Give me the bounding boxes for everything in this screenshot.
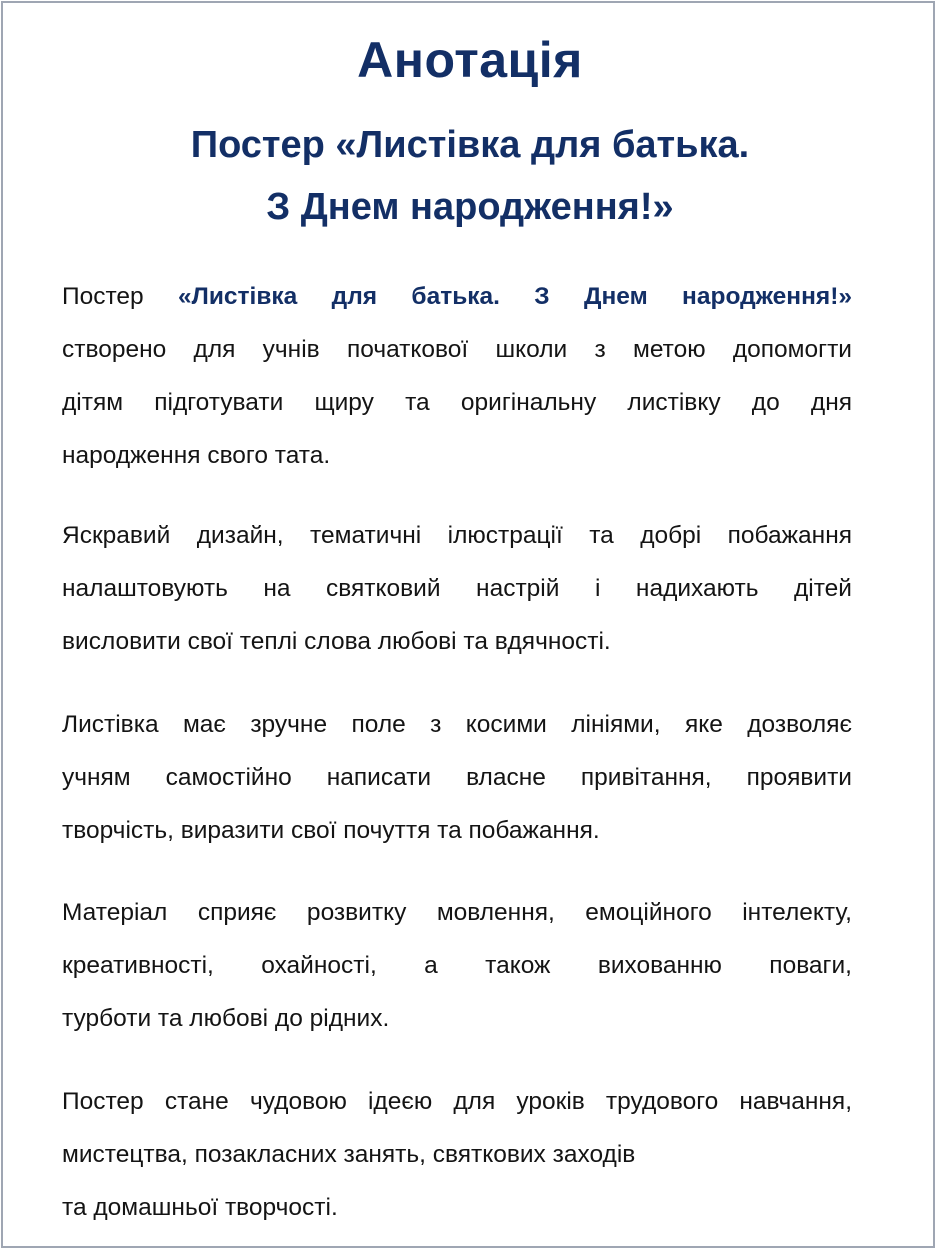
paragraph-line: та домашньої творчості. — [62, 1194, 338, 1221]
paragraph-design — [62, 509, 852, 668]
paragraph-line: турботи та любові до рідних. — [62, 1005, 390, 1032]
paragraph-line: налаштовують на святковий настрій і надихають дітей — [62, 575, 852, 602]
paragraph-line: учням самостійно написати власне привітання, проявити — [62, 764, 852, 791]
subtitle-line-2: З Днем народження!» — [266, 186, 674, 228]
paragraph-line: народження свого тата. — [62, 442, 331, 469]
paragraph-card-field — [62, 698, 852, 857]
paragraph-line: творчість, виразити свої почуття та побажання. — [62, 817, 600, 844]
intro-lead-text: Постер — [62, 283, 179, 310]
paragraph-line: створено для учнів початкової школи з метою допомогти — [62, 336, 852, 363]
paragraph-line: креативності, охайності, а також вихованню поваги, — [62, 952, 852, 979]
paragraph-line: Матеріал сприяє розвитку мовлення, емоційного інтелекту, — [62, 899, 852, 926]
poster-subtitle — [0, 114, 940, 238]
paragraph-line: Постер стане чудовою ідеєю для уроків трудового навчання, — [62, 1088, 852, 1115]
paragraph-line: дітям підготувати щиру та оригінальну листівку до дня — [62, 389, 852, 416]
paragraph-line — [62, 270, 852, 323]
paragraph-line: мистецтва, позакласних занять, святкових заходів — [62, 1141, 636, 1168]
page-title: Анотація — [357, 32, 583, 88]
paragraph-line: Листівка має зручне поле з косими лініями, яке дозволяє — [62, 711, 852, 738]
subtitle-line-1: Постер «Листівка для батька. — [190, 124, 750, 166]
paragraph-line: висловити свої теплі слова любові та вдячності. — [62, 628, 611, 655]
poster-name-highlight: «Листівка для батька. З Днем народження!» — [178, 283, 852, 310]
paragraph-development — [62, 886, 852, 1045]
paragraph-intro — [62, 270, 852, 482]
paragraph-usage — [62, 1075, 852, 1234]
paragraph-line: Яскравий дизайн, тематичні ілюстрації та добрі побажання — [62, 522, 852, 549]
